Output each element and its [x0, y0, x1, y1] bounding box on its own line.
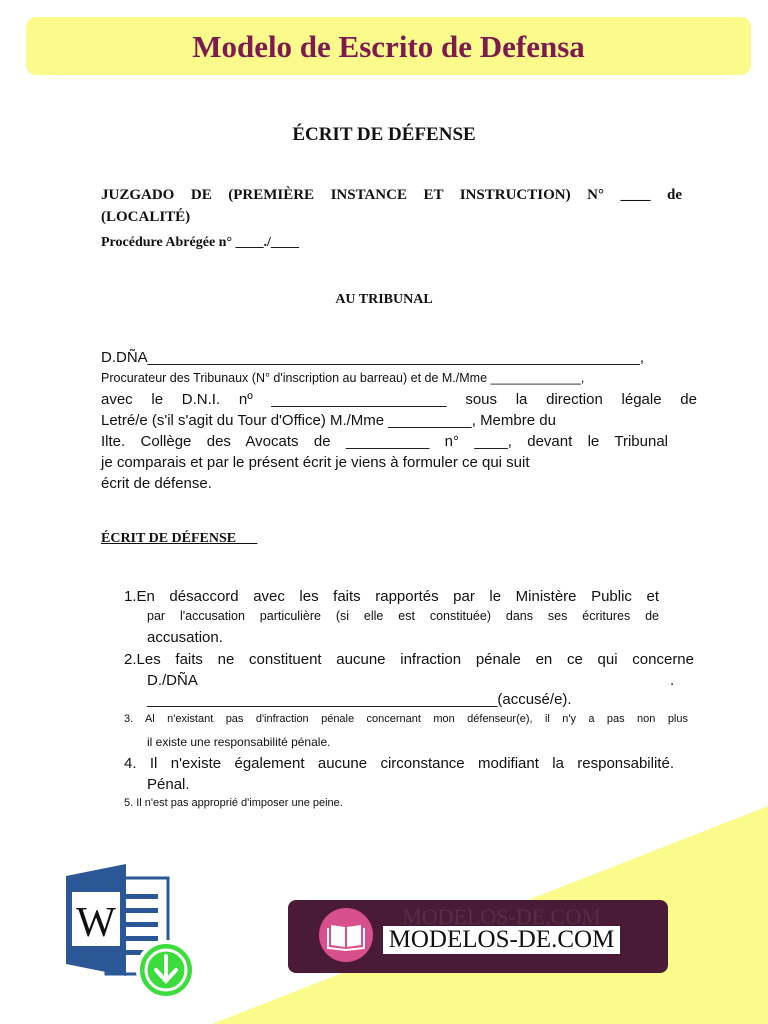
procedure-number: Procédure Abrégée n° ____./____ [101, 235, 299, 250]
list-item: __________________________________________(accusé/e). [147, 691, 572, 708]
site-logo[interactable] [288, 900, 668, 973]
list-item: 4. Il n'existe également aucune circonstance modifiant la responsabilité. [124, 755, 674, 772]
banner-title: Modelo de Escrito de Defensa [192, 29, 585, 64]
intro-line: Procurateur des Tribunaux (N° d'inscription au barreau) et de M./Mme _____________, [101, 371, 585, 385]
list-item: il existe une responsabilité pénale. [147, 735, 331, 749]
list-item: 1.En désaccord avec les faits rapportés par le Ministère Public et [124, 588, 659, 605]
list-item: par l'accusation particulière (si elle est constituée) dans ses écritures de [147, 609, 659, 623]
list-item: accusation. [147, 629, 223, 646]
logo-text-box [383, 926, 620, 954]
list-item: D./DÑA [147, 672, 198, 689]
court-line-1: JUZGADO DE (PREMIÈRE INSTANCE ET INSTRUCTION) N° ____ de [101, 187, 682, 203]
intro-line: D.DÑA___________________________________________________________, [101, 349, 645, 366]
logo-text: MODELOS-DE.COM [388, 926, 615, 953]
section-title: ÉCRIT DE DÉFENSE___ [101, 531, 258, 546]
intro-line: Ilte. Collège des Avocats de __________ n° ____, devant le Tribunal [101, 433, 668, 450]
document-heading: ÉCRIT DE DÉFENSE [292, 124, 476, 145]
list-item: 5. Il n'est pas approprié d'imposer une peine. [124, 797, 343, 809]
tribunal-heading: AU TRIBUNAL [335, 292, 433, 307]
title-banner [26, 17, 751, 75]
court-line-2: (LOCALITÉ) [101, 209, 191, 225]
intro-line: avec le D.N.I. nº _____________________ sous la direction légale de [101, 391, 697, 408]
list-item: 3. Al n'existant pas d'infraction pénale concernant mon défenseur(e), il n'y a pas non plus [124, 713, 688, 725]
list-item: Pénal. [147, 776, 190, 793]
intro-line: je comparais et par le présent écrit je viens à formuler ce qui suit [101, 454, 530, 471]
logo-ghost-text: MODELOS-DE.COM [402, 907, 601, 925]
list-item: . [670, 672, 675, 689]
word-download-icon[interactable] [66, 864, 198, 1004]
intro-line: écrit de défense. [101, 475, 212, 492]
word-letter: W [76, 900, 116, 946]
list-item: 2.Les faits ne constituent aucune infraction pénale en ce qui concerne [124, 651, 694, 668]
book-icon [319, 908, 373, 962]
intro-line: Letré/e (s'il s'agit du Tour d'Office) M./Mme __________, Membre du [101, 412, 556, 429]
